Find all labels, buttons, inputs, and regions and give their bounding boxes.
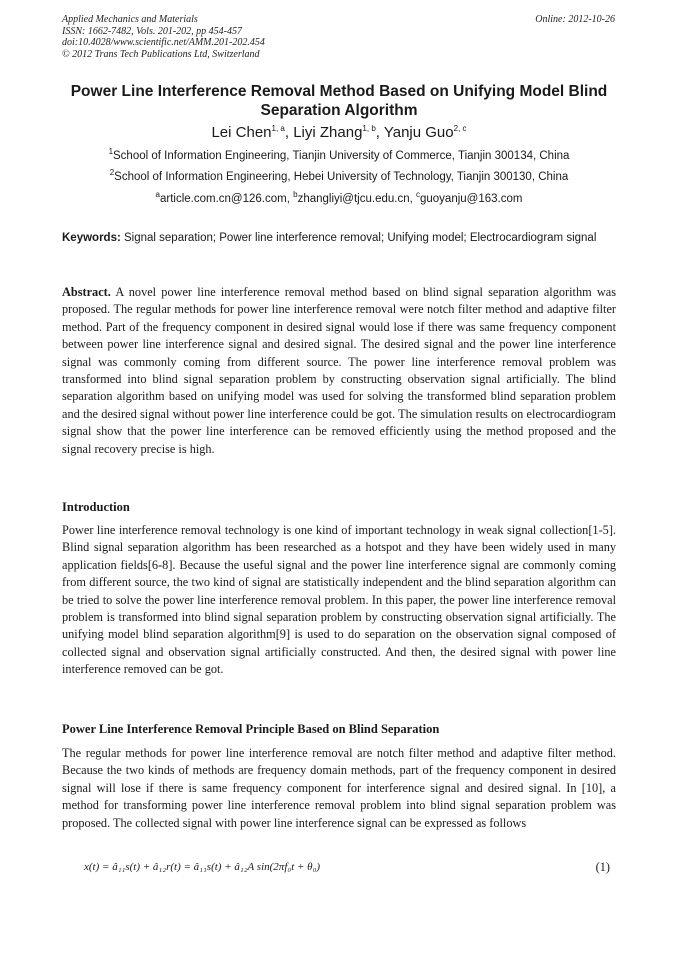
journal-name: Applied Mechanics and Materials	[62, 14, 198, 25]
online-date: Online: 2012-10-26	[535, 14, 615, 25]
email-sup: c	[416, 190, 420, 200]
journal-header	[62, 14, 265, 60]
issn-line: ISSN: 1662-7482, Vols. 201-202, pp 454-457	[62, 25, 242, 37]
email-sup: a	[155, 190, 160, 200]
author-name: Liyi Zhang	[293, 124, 363, 141]
email[interactable]: zhangliyi@tjcu.edu.cn	[297, 193, 410, 205]
abstract-text: A novel power line interference removal method based on blind signal separation algorithm was proposed. The regular methods for power line interference removal were notch filter method and adaptive filter method. Part of the frequency component in desired signal would lose if there was same frequency component between power line interference signal and desired signal. The desired signal and the power line interference signal was commonly coming from different source. The power line interference removal problem was transformed into blind signal separation problem by constructing observation signal artificially. The blind separation algorithm based on unifying model was used for solving the transformed blind separation problem and the desired signal without power line interference could be got. The simulation results on electrocardiogram signal show that the power line interference can be removed efficiently using the method proposed and the signal recovery precise is high.	[62, 285, 616, 456]
author-sup: 1, a	[271, 124, 285, 133]
affiliation-text: School of Information Engineering, Tianjin University of Commerce, Tianjin 300134, China	[113, 150, 570, 162]
affiliation-sup: 1	[108, 147, 114, 157]
affiliation-text: School of Information Engineering, Hebei University of Technology, Tianjin 300130, China	[114, 171, 569, 183]
introduction-text: Power line interference removal technology is one kind of important technology in weak signal collection[1-5]. Blind signal separation algorithm has been researched as a hotspot and they have been widely used in many application fields[6-8]. Because the useful signal and the power line interference signal are commonly coming from different source, the two kind of signal are statistically independent and the blind separation algorithm can be tried to solve the power line interference removal problem. In this paper, the power line interference removal problem is transformed into blind signal separation problem by constructing observation signal artificially. The unifying model blind separation algorithm[9] is used to do separation on the observation signal composed of collected signal and observation signal artificially constructed. And then, the desired signal with power line interference removed can be got.	[62, 523, 616, 677]
affiliation	[62, 168, 616, 183]
abstract	[62, 284, 616, 458]
affiliation	[62, 147, 616, 162]
paper-title: Power Line Interference Removal Method Based on Unifying Model Blind Separation Algorithm	[70, 83, 608, 119]
keywords-label: Keywords:	[62, 232, 121, 244]
email-list: $^a$article.com.cn@126.com, $^b$zhangliyi@tjcu.edu.cn, $^c$guoyanju@163.com	[155, 190, 523, 205]
author-sup: 2, c	[453, 124, 467, 133]
equation: x(t) = â₁₁s(t) + â₁₂r(t) = â₁₁s(t) + â₁₂A sin(2πf₀t + θ₀)	[84, 861, 321, 873]
section-heading: Power Line Interference Removal Principle Based on Blind Separation	[62, 722, 440, 736]
author-name: Lei Chen	[211, 124, 272, 141]
introduction-heading: Introduction	[62, 500, 130, 514]
keywords-text: Signal separation; Power line interference removal; Unifying model; Electrocardiogram signal	[124, 232, 597, 244]
email[interactable]: article.com.cn@126.com	[159, 193, 287, 205]
copyright-line: © 2012 Trans Tech Publications Ltd, Switzerland	[62, 48, 260, 60]
email[interactable]: guoyanju@163.com	[420, 193, 523, 205]
author-list: Lei Chen$^{1, a}$, Liyi Zhang$^{1, b}$, Yanju Guo$^{2, c}$	[211, 124, 467, 141]
abstract-label: Abstract.	[62, 285, 111, 299]
affiliation-sup: 2	[109, 168, 115, 178]
equation-number: (1)	[595, 860, 610, 874]
author-sup: 1, b	[362, 124, 376, 133]
doi-line: doi:10.4028/www.scientific.net/AMM.201-202.454	[62, 37, 265, 48]
keywords	[62, 229, 616, 247]
author-name: Yanju Guo	[383, 124, 454, 141]
email-sup: b	[293, 190, 298, 200]
section-text: The regular methods for power line interference removal are notch filter method and adaptive filter method. Because the two kinds of methods are frequency domain methods, part of the frequency component in desired signal will lose if there is same frequency component for interference signal and desired signal. In [10], a method for transforming power line interference removal problem into blind signal separation problem was proposed. The collected signal with power line interference signal can be expressed as follows	[62, 746, 616, 830]
